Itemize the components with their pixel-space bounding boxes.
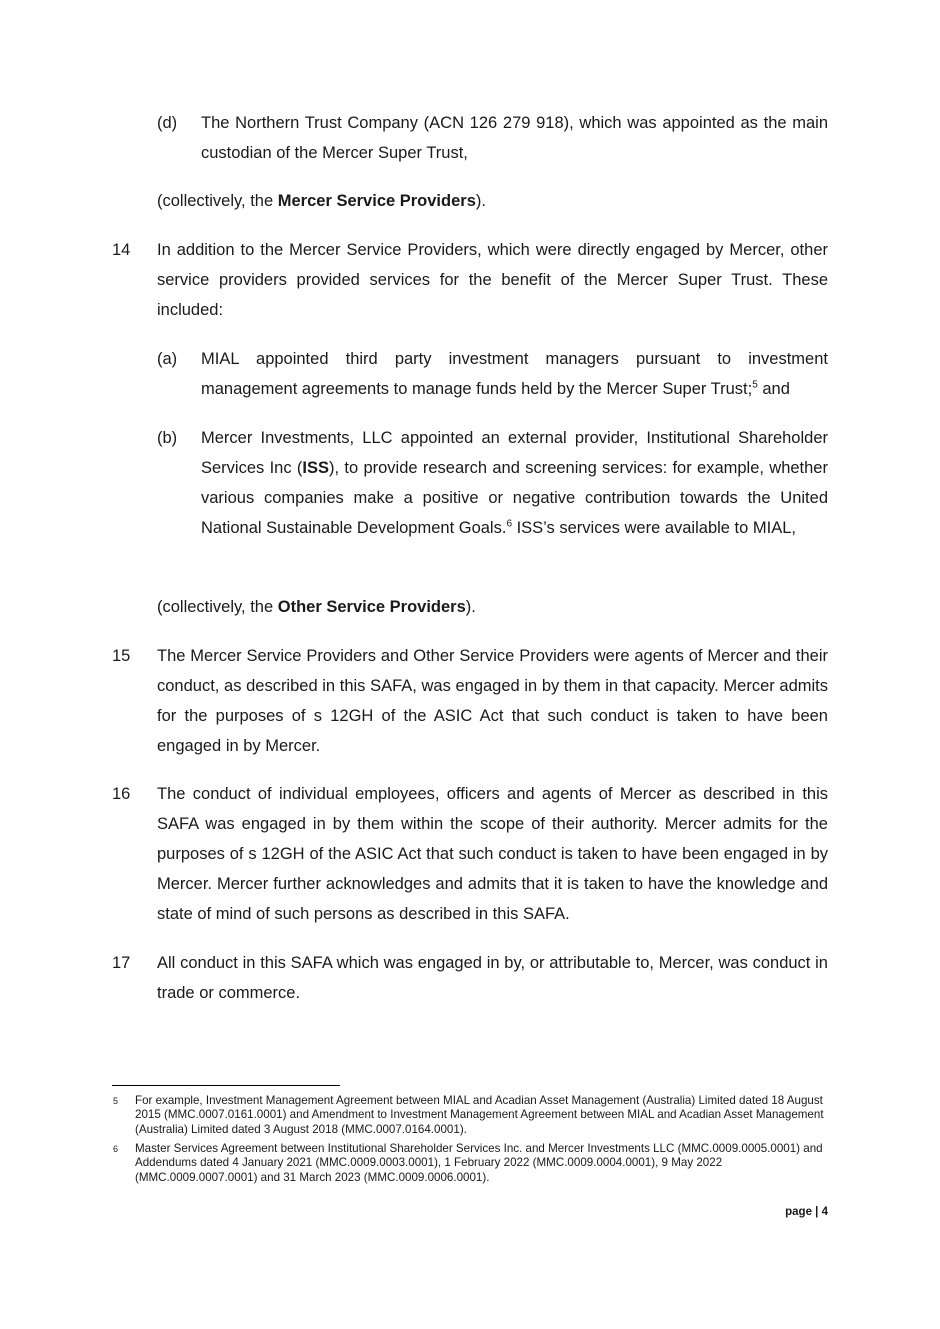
footnote-6-text: Master Services Agreement between Institutional Shareholder Services Inc. and Mercer Investments LLC (MMC.0009.0005.0001) and Addendums dated 4 January 2021 (MMC.0009.0003.0001), 1 February 2022 (MMC.0009.0004.0001), 9 May 2022 (MMC.0009.0007.0001) and 31 March 2023 (MMC.0009.0006.0001). [135, 1142, 823, 1184]
footnote-6-mark: 6 [113, 1144, 119, 1154]
footnote-ref-6: 6 [506, 518, 512, 530]
collectively-mercer-service-providers [157, 186, 828, 216]
paragraph-17-text: All conduct in this SAFA which was engaged in by, or attributable to, Mercer, was conduct in trade or commerce. [157, 954, 828, 1002]
item-b-body-2: ), to provide research and screening services: for example, whether various companies make a positive or negative contribution towards the United National Sustainable Development Goals. [201, 459, 828, 537]
item-a-label: (a) [157, 350, 178, 368]
paragraph-15-text: The Mercer Service Providers and Other Service Providers were agents of Mercer and their conduct, as described in this SAFA, was engaged in by them in that capacity. Mercer admits for the purposes of s 12GH of the ASIC Act that such conduct is taken to have been engaged in by Mercer. [157, 647, 828, 755]
footnote-5-mark: 5 [113, 1096, 119, 1106]
item-d-text: The Northern Trust Company (ACN 126 279 918), which was appointed as the main custodian of the Mercer Super Trust, [201, 114, 828, 162]
footnote-5-text: For example, Investment Management Agreement between MIAL and Acadian Asset Management (Australia) Limited dated 18 August 2015 (MMC.0007.0161.0001) and Amendment to Investment Management Agreement between MIAL and Acadian Asset Management (Australia) Limited dated 3 August 2018 (MMC.0007.0164.0001). [135, 1094, 824, 1136]
paragraph-number-14: 14 [112, 241, 131, 259]
defined-term-other-service-providers: Other Service Providers [277, 598, 466, 616]
item-b-body-3: ISS’s services were available to MIAL, [512, 519, 796, 537]
item-b-text [201, 423, 828, 543]
item-a-body: MIAL appointed third party investment managers pursuant to investment management agreements to manage funds held by the Mercer Super Trust; [201, 350, 828, 398]
paragraph-number-17: 17 [112, 954, 131, 972]
item-d-label: (d) [157, 114, 178, 132]
defined-term-mercer-service-providers: Mercer Service Providers [277, 192, 476, 210]
defined-term-iss: ISS [302, 459, 329, 477]
footnote-separator [112, 1085, 340, 1086]
collectively-prefix: (collectively, the [157, 598, 278, 616]
collectively-other-service-providers [157, 592, 828, 622]
item-a-tail: and [757, 380, 790, 398]
page-number: page | 4 [785, 1206, 828, 1218]
item-a-text [201, 344, 828, 404]
paragraph-number-15: 15 [112, 647, 131, 665]
paragraph-16-text: The conduct of individual employees, officers and agents of Mercer as described in this SAFA was engaged in by them within the scope of their authority. Mercer admits for the purposes of s 12GH of the ASIC Act that such conduct is taken to have been engaged in by Mercer. Mercer further acknowledges and admits that it is taken to have the knowledge and state of mind of such persons as described in this SAFA. [157, 785, 828, 923]
item-b-body-1: Mercer Investments, LLC appointed an external provider, Institutional Shareholder Services Inc ( [201, 429, 828, 477]
collectively-suffix: ). [465, 598, 476, 616]
paragraph-number-16: 16 [112, 785, 131, 803]
collectively-prefix: (collectively, the [157, 192, 278, 210]
footnote-ref-5: 5 [752, 379, 758, 391]
collectively-suffix: ). [475, 192, 486, 210]
paragraph-14-text: In addition to the Mercer Service Providers, which were directly engaged by Mercer, other service providers provided services for the benefit of the Mercer Super Trust. These included: [157, 241, 828, 319]
item-b-label: (b) [157, 429, 178, 447]
